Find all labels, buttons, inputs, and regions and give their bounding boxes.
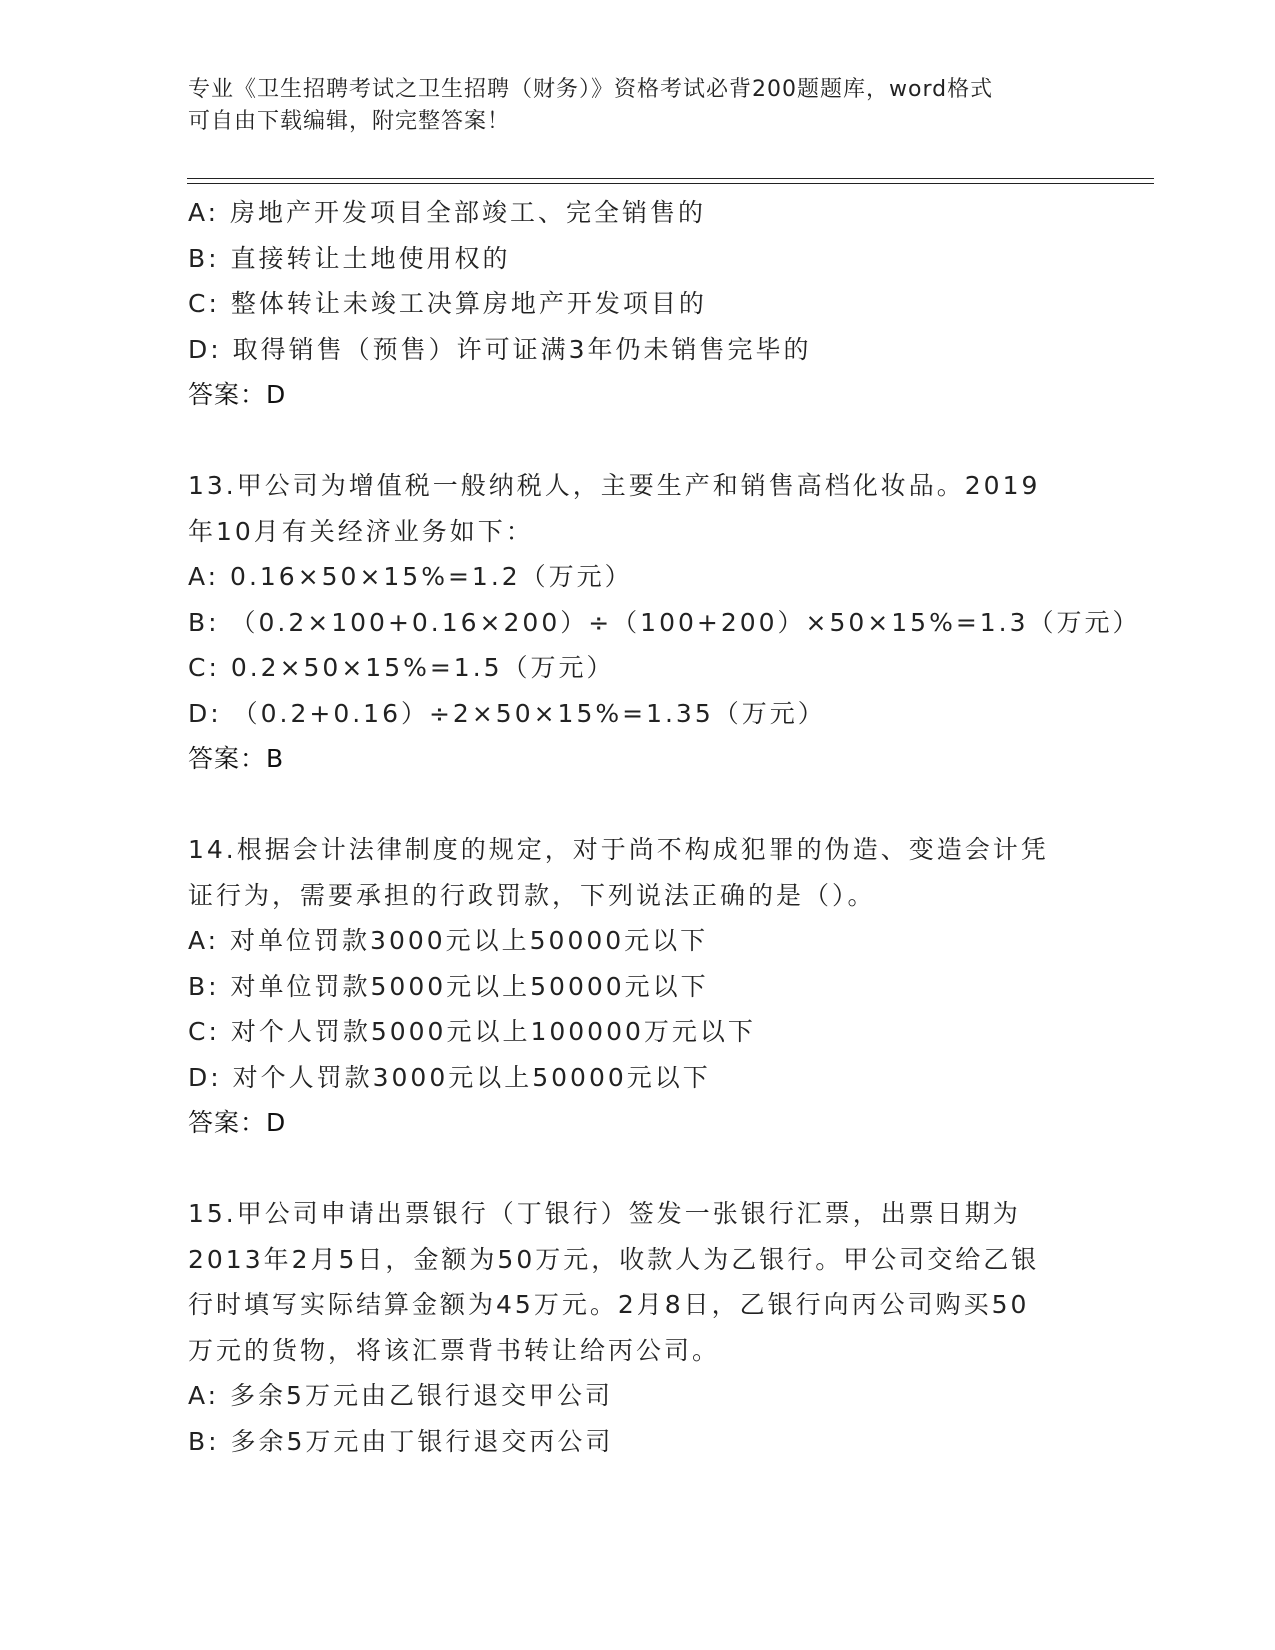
question-15 [188, 1191, 1088, 1464]
question-stem-line: 15.甲公司申请出票银行（丁银行）签发一张银行汇票，出票日期为 [188, 1199, 1021, 1228]
question-stem-line: 行时填写实际结算金额为45万元。2月8日，乙银行向丙公司购买50 [188, 1290, 1030, 1319]
question-list [188, 190, 1141, 1464]
question-stem-line: 2013年2月5日，金额为50万元，收款人为乙银行。甲公司交给乙银 [188, 1244, 1040, 1274]
option-b: B: 对单位罚款5000元以上50000元以下 [188, 971, 709, 1001]
option-d: D: （0.2+0.16）÷2×50×15%=1.35（万元） [188, 698, 826, 728]
spacer [188, 418, 1088, 464]
question-stem-line: 13.甲公司为增值税一般纳税人，主要生产和销售高档化妆品。2019 [188, 471, 1041, 500]
option-a: A: 对单位罚款3000元以上50000元以下 [188, 926, 709, 955]
option-b: B: 多余5万元由丁银行退交丙公司 [188, 1426, 614, 1456]
option-c: C: 对个人罚款5000元以上100000万元以下 [188, 1017, 756, 1046]
option-c: C: 整体转让未竣工决算房地产开发项目的 [188, 289, 707, 318]
header-line-1: 专业《卫生招聘考试之卫生招聘（财务）》资格考试必背200题题库，word格式 [188, 77, 994, 102]
option-c: C: 0.2×50×15%=1.5（万元） [188, 653, 615, 682]
option-b: B: （0.2×100+0.16×200）÷（100+200）×50×15%=1.3（万元） [188, 607, 1141, 637]
option-a: A: 0.16×50×15%=1.2（万元） [188, 562, 633, 591]
question-stem-line: 证行为，需要承担的行政罚款，下列说法正确的是（）。 [188, 880, 876, 910]
answer: 答案：D [188, 380, 287, 409]
question-stem-line: 万元的货物，将该汇票背书转让给丙公司。 [188, 1335, 721, 1365]
question-stem-line: 14.根据会计法律制度的规定，对于尚不构成犯罪的伪造、变造会计凭 [188, 835, 1049, 864]
spacer [188, 782, 1088, 828]
spacer [188, 1146, 1088, 1192]
option-d: D: 对个人罚款3000元以上50000元以下 [188, 1062, 711, 1092]
header-line-2: 可自由下载编辑，附完整答案！ [188, 109, 511, 134]
answer: 答案：D [188, 1108, 287, 1137]
option-a: A: 房地产开发项目全部竣工、完全销售的 [188, 198, 707, 227]
option-d: D: 取得销售（预售）许可证满3年仍未销售完毕的 [188, 334, 812, 364]
question-14 [188, 827, 1088, 1146]
answer: 答案：B [188, 744, 285, 773]
question-stem-line: 年10月有关经济业务如下： [188, 516, 534, 546]
question-12 [188, 190, 1088, 418]
option-b: B: 直接转让土地使用权的 [188, 243, 511, 273]
header-divider-top [187, 178, 1154, 179]
option-a: A: 多余5万元由乙银行退交甲公司 [188, 1381, 613, 1410]
document-header [188, 74, 1088, 138]
header-divider-bottom [187, 183, 1154, 184]
question-13 [188, 463, 1141, 782]
